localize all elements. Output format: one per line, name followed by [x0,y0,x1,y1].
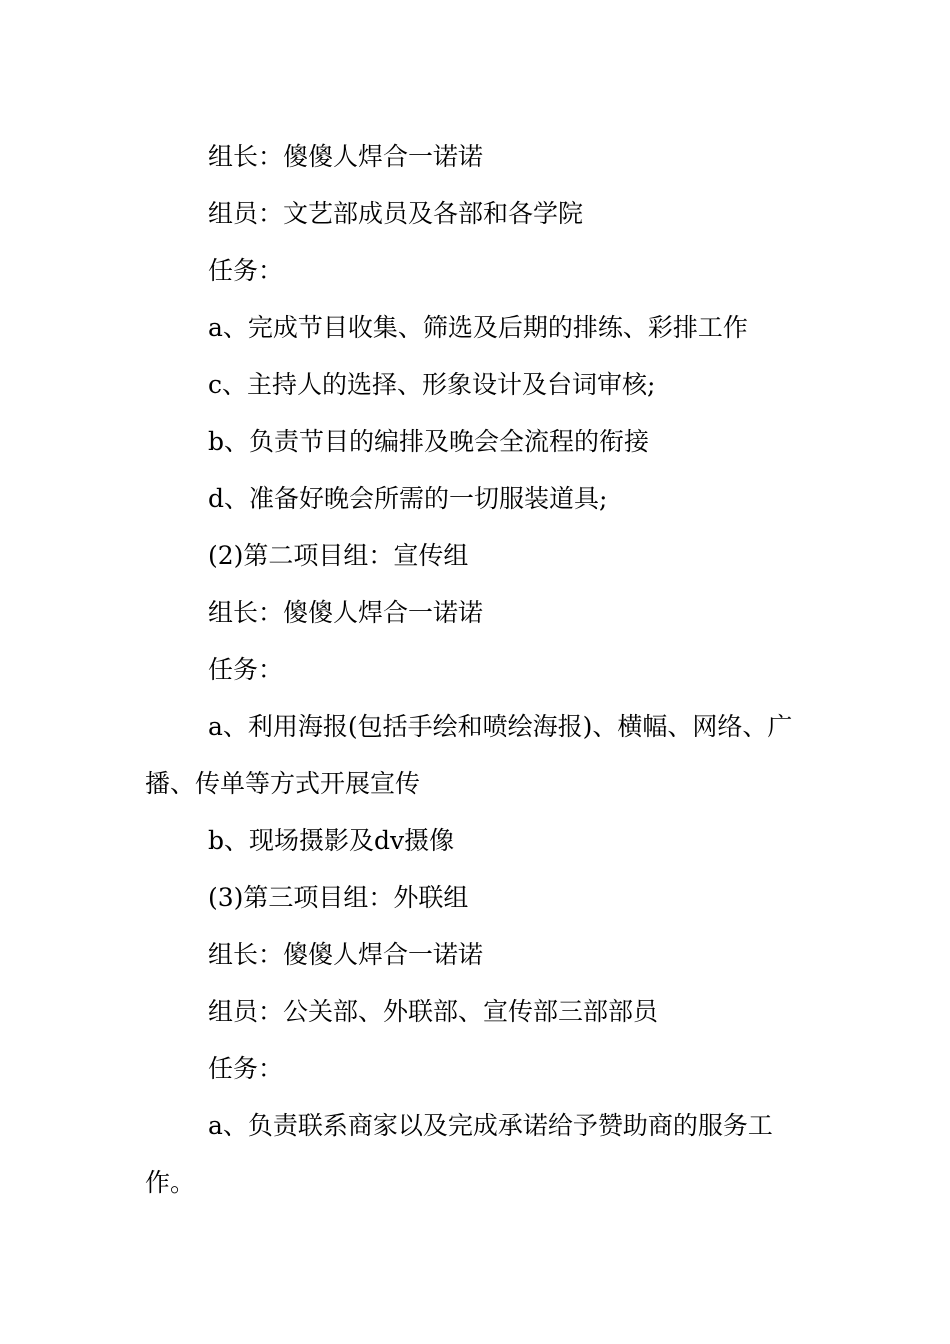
group-heading: (3)第三项目组：外联组 [208,883,469,912]
task-item: d、准备好晚会所需的一切服装道具; [208,484,608,513]
group-heading: (2)第二项目组：宣传组 [208,541,469,570]
task-item: b、现场摄影及dv摄像 [208,826,455,855]
tasks-heading: 任务： [208,256,284,285]
members-line: 组员：公关部、外联部、宣传部三部部员 [208,997,659,1026]
members-line: 组员：文艺部成员及各部和各学院 [208,199,584,228]
task-item: a、负责联系商家以及完成承诺给予赞助商的服务工作。 [145,1111,773,1197]
leader-line: 组长：傻傻人焊合一诺诺 [208,598,484,627]
leader-line: 组长：傻傻人焊合一诺诺 [208,940,484,969]
task-item: c、主持人的选择、形象设计及台词审核; [208,370,656,399]
tasks-heading: 任务： [208,655,284,684]
task-item: a、利用海报(包括手绘和喷绘海报)、横幅、网络、广播、传单等方式开展宣传 [145,712,793,798]
document-body [145,128,810,1211]
task-item: a、完成节目收集、筛选及后期的排练、彩排工作 [208,313,748,342]
task-item: b、负责节目的编排及晚会全流程的衔接 [208,427,650,456]
leader-line: 组长：傻傻人焊合一诺诺 [208,142,484,171]
tasks-heading: 任务： [208,1054,284,1083]
